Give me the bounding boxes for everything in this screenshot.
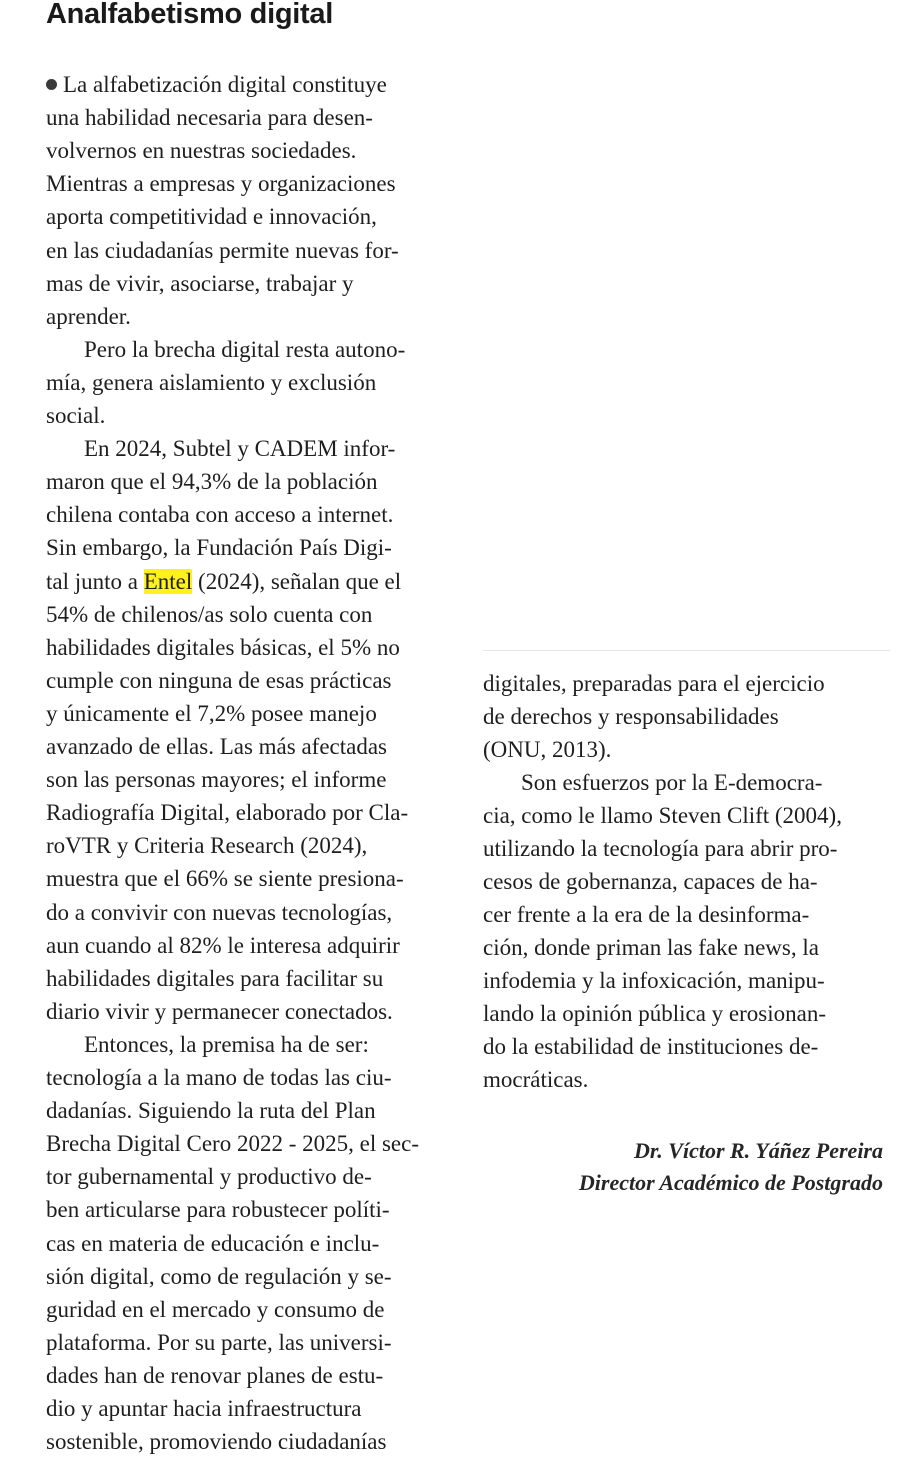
text-line: tor gubernamental y productivo de- — [46, 1164, 372, 1190]
text-line: sostenible, promoviendo ciudadanías — [46, 1429, 387, 1455]
text-line: dio y apuntar hacia infraestructura — [46, 1396, 362, 1421]
text-line: Sin embargo, la Fundación País Digi- — [46, 535, 392, 561]
text-line: Brecha Digital Cero 2022 - 2025, el sec- — [46, 1131, 419, 1157]
column-divider — [483, 650, 890, 651]
article-headline: Analfabetismo digital — [46, 0, 333, 30]
text-line-content: tal junto a — [46, 568, 138, 594]
text-line: de derechos y responsabilidades — [483, 704, 779, 729]
text-line: Son esfuerzos por la E-democra- — [521, 770, 823, 795]
text-line: habilidades digitales para facilitar su — [46, 965, 384, 991]
text-line: (ONU, 2013). — [483, 737, 612, 762]
text-line: diario vivir y permanecer conectados. — [46, 998, 393, 1024]
text-line: Entonces, la premisa ha de ser: — [84, 1031, 369, 1057]
text-line: aporta competitividad e innovación, — [46, 204, 377, 230]
text-line: habilidades digitales básicas, el 5% no — [46, 634, 400, 660]
text-line: plataforma. Por su parte, las universi- — [46, 1329, 392, 1355]
text-line — [46, 565, 446, 598]
text-line: ción, donde priman las fake news, la — [483, 935, 819, 960]
text-line: mas de vivir, asociarse, trabajar y — [46, 270, 354, 296]
text-line: mía, genera aislamiento y exclusión — [46, 369, 377, 395]
text-line: cumple con ninguna de esas prácticas — [46, 667, 392, 693]
text-line: dades han de renovar planes de estu- — [46, 1362, 384, 1388]
text-line: dadanías. Siguiendo la ruta del Plan — [46, 1098, 376, 1124]
text-line: Pero la brecha digital resta autono- — [84, 336, 406, 362]
text-line: mocráticas. — [483, 1067, 589, 1092]
text-line: En 2024, Subtel y CADEM infor- — [84, 436, 396, 462]
text-line — [46, 68, 446, 101]
text-line: chilena contaba con acceso a internet. — [46, 502, 394, 528]
text-line: social. — [46, 403, 106, 428]
text-line: maron que el 94,3% de la población — [46, 469, 378, 495]
text-line: en las ciudadanías permite nuevas for- — [46, 237, 399, 263]
text-line: lando la opinión pública y erosionan- — [483, 1001, 827, 1026]
text-line: 54% de chilenos/as solo cuenta con — [46, 601, 373, 627]
text-line: cer frente a la era de la desinforma- — [483, 902, 810, 927]
text-line: infodemia y la infoxicación, manipu- — [483, 968, 825, 993]
signature-name: Dr. Víctor R. Yáñez Pereira — [634, 1138, 883, 1163]
text-line: cas en materia de educación e inclu- — [46, 1230, 380, 1256]
bullet-icon — [46, 79, 57, 90]
highlighted-term: Entel — [143, 568, 193, 594]
text-line: muestra que el 66% se siente presiona- — [46, 866, 404, 892]
text-line: son las personas mayores; el informe — [46, 767, 387, 793]
text-line: tecnología a la mano de todas las ciu- — [46, 1065, 392, 1090]
text-line: guridad en el mercado y consumo de — [46, 1296, 385, 1322]
text-line: roVTR y Criteria Research (2024), — [46, 833, 368, 859]
text-line: do a convivir con nuevas tecnologías, — [46, 899, 393, 925]
text-line: volvernos en nuestras sociedades. — [46, 138, 357, 164]
text-line: aprender. — [46, 303, 131, 329]
text-line: sión digital, como de regulación y se- — [46, 1263, 392, 1289]
text-line: Radiografía Digital, elaborado por Cla- — [46, 800, 409, 826]
text-line: utilizando la tecnología para abrir pro- — [483, 836, 838, 861]
text-line: digitales, preparadas para el ejercicio — [483, 671, 825, 696]
signature-role: Director Académico de Postgrado — [578, 1170, 883, 1195]
text-line: y únicamente el 7,2% posee manejo — [46, 700, 377, 726]
text-line: cia, como le llamo Steven Clift (2004), — [483, 803, 842, 828]
text-line: avanzado de ellas. Las más afectadas — [46, 734, 387, 759]
text-line: cesos de gobernanza, capaces de ha- — [483, 869, 818, 894]
text-line: una habilidad necesaria para desen- — [46, 105, 373, 131]
text-line-content: La alfabetización digital constituye — [63, 72, 387, 97]
text-line: Mientras a empresas y organizaciones — [46, 171, 396, 197]
text-line: ben articularse para robustecer políti- — [46, 1197, 390, 1223]
text-line-content: (2024), señalan que el — [198, 568, 402, 594]
text-line: aun cuando al 82% le interesa adquirir — [46, 932, 400, 958]
text-line: do la estabilidad de instituciones de- — [483, 1034, 819, 1059]
